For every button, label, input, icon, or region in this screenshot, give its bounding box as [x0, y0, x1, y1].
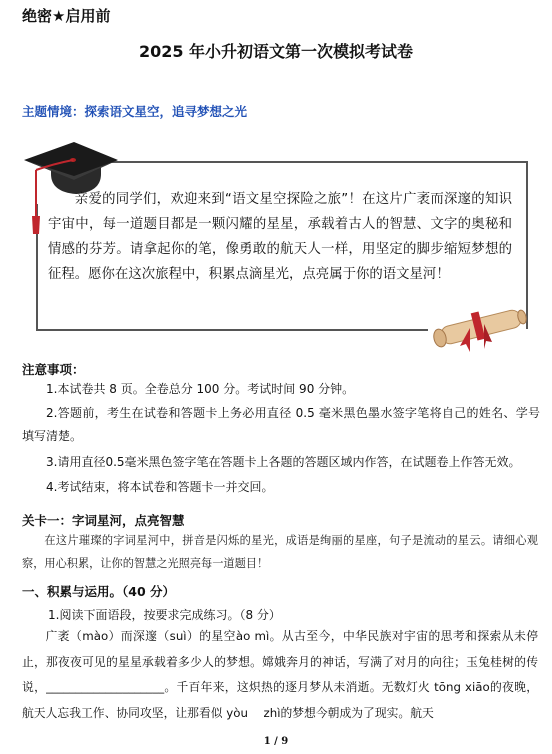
intro-message: 亲爱的同学们，欢迎来到“语文星空探险之旅”！在这片广袤而深邃的知识宇宙中，每一道题目都是一颗闪耀的星星，承载着古人的智慧、文字的奥秘和情感的芬芳。请拿起你的笔，像勇敢的航天人一样，用坚定的脚步缩短梦想的征程。愿你在这次旅程中，积累点滴星光，点亮属于你的语文星河！ [48, 192, 512, 282]
level-one-description: 在这片璀璨的字词星河中，拼音是闪烁的星光，成语是绚丽的星座，句子是流动的星云。请细心观察，用心积累，让你的智慧之光照亮每一道题目！ [22, 534, 538, 570]
page-number: 1 / 9 [263, 736, 289, 747]
intro-frame-bottom [36, 329, 428, 331]
theme-heading: 主题情境：探索语文星空，追寻梦想之光 [22, 104, 248, 119]
notice-heading: 注意事项： [22, 362, 85, 377]
question-1-passage: 广袤（mào）而深邃（suì）的星空ào mì。从古至今，中华民族对宇宙的思考和探索从未停止，那夜夜可见的星星承载着多少人的梦想。嫦娥奔月的神话，写满了对月的向往；玉兔桂树的传说，____________________。千百年来，这炽热的逐月梦从未消逝。无数灯火 tōng xiāo的夜晚，航天人忘我工作、协同攻坚，让那看似 yòu zhì的梦想今朝成为了现实。航天 [22, 629, 538, 720]
notice-item-2: 2.答题前，考生在试卷和答题卡上务必用直径 0.5 毫米黑色墨水签字笔将自己的姓名、学号填写清楚。 [22, 406, 540, 443]
secret-label: 绝密★启用前 [22, 7, 111, 25]
intro-frame-top [108, 161, 527, 163]
notice-item-1: 1.本试卷共 8 页。全卷总分 100 分。考试时间 90 分钟。 [46, 382, 355, 396]
section-one-title: 一、积累与运用。（40 分） [22, 584, 175, 599]
notice-item-4: 4.考试结束，将本试卷和答题卡一并交回。 [46, 480, 274, 494]
level-one-title: 关卡一：字词星河，点亮智慧 [22, 513, 185, 528]
diploma-scroll-icon [426, 300, 534, 358]
notice-item-3: 3.请用直径0.5毫米黑色签字笔在答题卡上各题的答题区域内作答，在试题卷上作答无效。 [46, 455, 521, 469]
exam-title: 2025 年小升初语文第一次模拟考试卷 [138, 42, 414, 61]
question-1-prompt: 1.阅读下面语段，按要求完成练习。（8 分） [48, 608, 281, 622]
